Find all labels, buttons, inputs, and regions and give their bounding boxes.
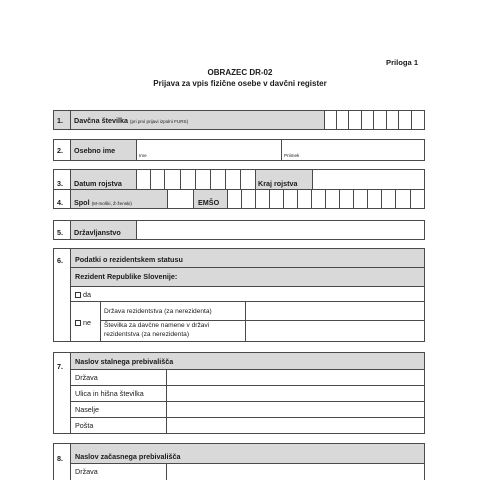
foreign-tax-number-label: Številka za davčne namene v državi rezidentstva (za nerezidenta): [104, 322, 210, 338]
section-number: 4.: [57, 198, 63, 207]
permanent-settlement-field[interactable]: [167, 402, 424, 417]
birth-date-label: Datum rojstva: [74, 179, 122, 188]
section-number: 6.: [57, 256, 63, 265]
permanent-street-field[interactable]: [167, 386, 424, 401]
slovenian-resident-label: Rezident Republike Slovenije:: [75, 272, 178, 281]
sex-label: Spol (M-moški, Ž-ženski): [74, 198, 132, 207]
emso-field[interactable]: [228, 190, 424, 208]
checkbox-icon[interactable]: [75, 320, 81, 326]
section-number: 5.: [57, 228, 63, 237]
address-row-label: Država: [75, 373, 98, 382]
first-name-field[interactable]: [137, 140, 281, 160]
form-code: OBRAZEC DR-02: [207, 68, 273, 77]
first-name-hint: Ime: [139, 153, 147, 158]
address-row-label: Pošta: [75, 421, 94, 430]
residency-status-label: Podatki o rezidentskem statusu: [75, 255, 183, 264]
permanent-country-field[interactable]: [167, 370, 424, 385]
address-row-label: Ulica in hišna številka: [75, 389, 144, 398]
permanent-post-field[interactable]: [167, 418, 424, 433]
section-number: 3.: [57, 179, 63, 188]
birth-place-field[interactable]: [313, 170, 424, 189]
residency-country-label: Država rezidentstva (za nerezidenta): [104, 308, 212, 315]
last-name-field[interactable]: [282, 140, 424, 160]
citizenship-field[interactable]: [137, 221, 424, 239]
tax-number-label: Davčna številka (pri prvi prijavi izpolni FURS): [74, 116, 189, 125]
foreign-tax-number-field[interactable]: [246, 321, 424, 341]
section-number: 8.: [57, 454, 63, 463]
address-row-label: Država: [75, 467, 98, 476]
sex-note: (M-moški, Ž-ženski): [91, 201, 132, 206]
emso-label: EMŠO: [198, 198, 220, 207]
tax-number-note: (pri prvi prijavi izpolni FURS): [129, 119, 189, 124]
personal-name-label: Osebno ime: [74, 146, 116, 155]
address-row-label: Naselje: [75, 405, 99, 414]
sex-field[interactable]: [168, 190, 193, 208]
section-number: 2.: [57, 146, 63, 155]
residency-country-field[interactable]: [246, 302, 424, 320]
resident-yes-option[interactable]: da: [75, 290, 91, 299]
resident-no-option[interactable]: ne: [75, 318, 91, 327]
last-name-hint: Priimek: [284, 153, 300, 158]
birth-place-label: Kraj rojstva: [258, 179, 298, 188]
temporary-country-field[interactable]: [167, 464, 424, 480]
attachment-label: Priloga 1: [386, 58, 419, 67]
tax-number-field[interactable]: [324, 110, 425, 130]
birth-date-field[interactable]: [137, 170, 255, 189]
checkbox-icon[interactable]: [75, 292, 81, 298]
permanent-address-label: Naslov stalnega prebivališča: [75, 357, 174, 366]
citizenship-label: Državljanstvo: [74, 228, 121, 237]
temporary-address-label: Naslov začasnega prebivališča: [75, 452, 181, 461]
form-title: Prijava za vpis fizične osebe v davčni register: [153, 79, 327, 88]
section-number: 7.: [57, 362, 63, 371]
section-number: 1.: [57, 116, 63, 125]
